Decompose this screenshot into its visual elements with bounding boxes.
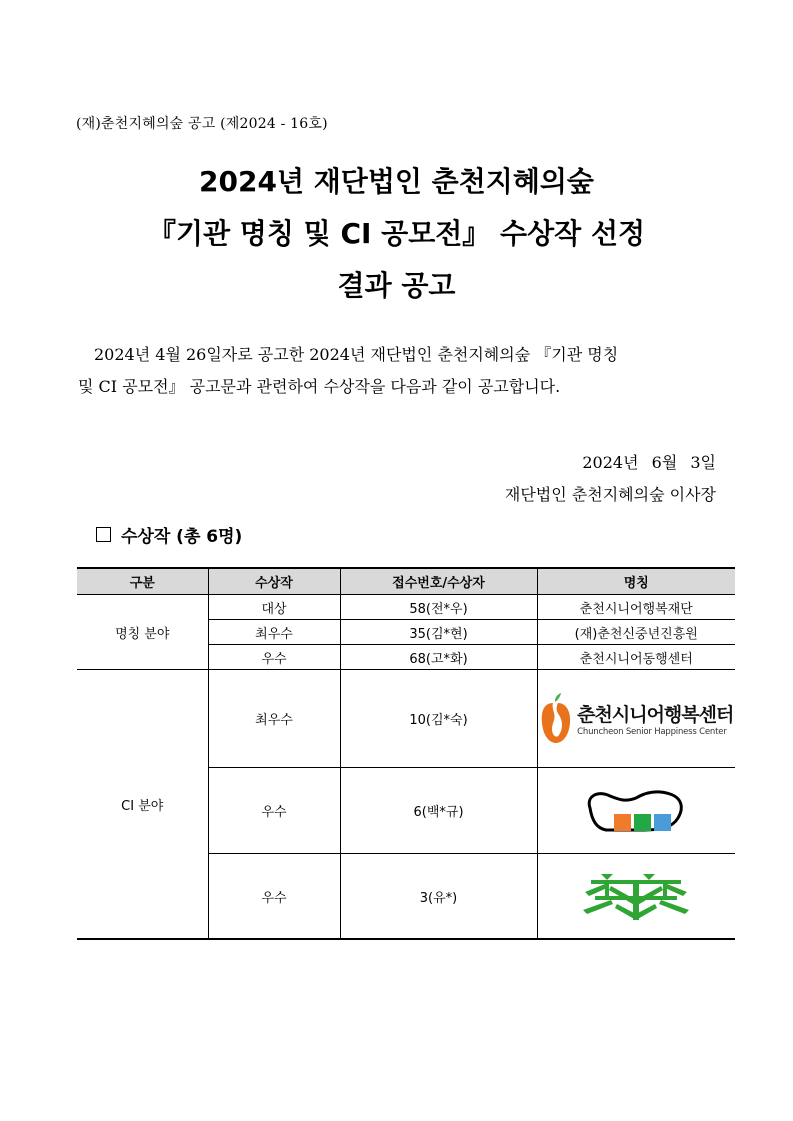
body-line-2: 및 CI 공모전』 공고문과 관련하여 수상작을 다음과 같이 공고합니다. bbox=[78, 377, 561, 396]
awards-table bbox=[77, 567, 735, 940]
entry-cell: 68(고*화) bbox=[340, 645, 537, 670]
award-cell: 우수 bbox=[208, 854, 340, 940]
logo-korean-text: 춘천시니어행복센터 bbox=[577, 704, 734, 726]
header-entry: 접수번호/수상자 bbox=[340, 568, 537, 595]
title-line-1: 2024년 재단법인 춘천지혜의숲 bbox=[199, 165, 594, 198]
name-cell: (재)춘천신중년진흥원 bbox=[537, 620, 735, 645]
header-name: 명칭 bbox=[537, 568, 735, 595]
logo-english-text: Chuncheon Senior Happiness Center bbox=[577, 727, 727, 737]
senior-center-mark-icon bbox=[539, 693, 573, 745]
logo-senior-center bbox=[538, 693, 736, 745]
heart-blocks-logo-icon bbox=[584, 786, 688, 836]
entry-cell: 35(김*현) bbox=[340, 620, 537, 645]
entry-cell: 10(김*숙) bbox=[340, 670, 537, 768]
forest-logo-icon bbox=[581, 870, 691, 922]
body-line-1: 2024년 4월 26일자로 공고한 2024년 재단법인 춘천지혜의숲 『기관 명칭 bbox=[94, 345, 619, 364]
entry-cell: 6(백*규) bbox=[340, 768, 537, 854]
name-cell: 춘천시니어동행센터 bbox=[537, 645, 735, 670]
award-cell: 대상 bbox=[208, 595, 340, 620]
notice-date: 2024년 6월 3일 bbox=[582, 453, 716, 472]
logo-cell bbox=[537, 768, 735, 854]
category-naming: 명칭 분야 bbox=[77, 595, 208, 670]
logo-cell bbox=[537, 670, 735, 768]
header-category: 구분 bbox=[77, 568, 208, 595]
entry-cell: 58(전*우) bbox=[340, 595, 537, 620]
signer: 재단법인 춘천지혜의숲 이사장 bbox=[504, 485, 716, 504]
category-ci: CI 분야 bbox=[77, 670, 208, 940]
notice-number: (재)춘천지혜의숲 공고 (제2024 - 16호) bbox=[76, 116, 328, 132]
section-heading-text: 수상작 (총 6명) bbox=[121, 527, 243, 547]
section-heading bbox=[96, 522, 242, 547]
title-line-3: 결과 공고 bbox=[337, 269, 456, 302]
table-row bbox=[77, 595, 735, 620]
award-cell: 최우수 bbox=[208, 620, 340, 645]
logo-cell bbox=[537, 854, 735, 940]
header-award: 수상작 bbox=[208, 568, 340, 595]
award-cell: 최우수 bbox=[208, 670, 340, 768]
title-line-2: 『기관 명칭 및 CI 공모전』 수상작 선정 bbox=[147, 217, 646, 250]
award-cell: 우수 bbox=[208, 645, 340, 670]
checkbox-icon bbox=[96, 527, 111, 542]
table-header-row bbox=[77, 568, 735, 595]
table-row bbox=[77, 670, 735, 768]
award-cell: 우수 bbox=[208, 768, 340, 854]
name-cell: 춘천시니어행복재단 bbox=[537, 595, 735, 620]
entry-cell: 3(유*) bbox=[340, 854, 537, 940]
